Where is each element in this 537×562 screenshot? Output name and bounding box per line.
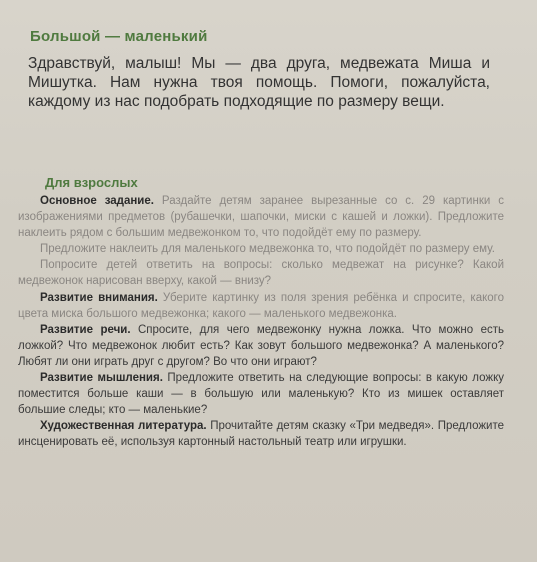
text-literature: Прочитайте детям сказку «Три медведя». Предложите инсценировать её, используя картонный настольный театр или игрушки.	[18, 420, 504, 449]
paragraph-questions	[18, 257, 504, 289]
adults-section-heading: Для взрослых	[45, 175, 138, 190]
page-title: Большой — маленький	[30, 28, 208, 45]
paragraph-literature	[18, 418, 504, 450]
text-questions: Попросите детей ответить на вопросы: сколько медвежат на рисунке? Какой медвежонок нарисован вверху, какой — внизу?	[18, 259, 504, 288]
label-literature: Художественная литература.	[40, 420, 207, 433]
paragraph-speech	[18, 322, 504, 370]
label-speech: Развитие речи.	[40, 323, 131, 336]
adults-instructions	[18, 193, 504, 451]
label-main-task: Основное задание.	[40, 195, 154, 207]
intro-text: Здравствуй, малыш! Мы — два друга, медвежата Миша и Мишутка. Нам нужна твоя помощь. Помоги, пожалуйста, каждому из нас подобрать подходящие по размеру вещи.	[28, 55, 490, 110]
paragraph-attention	[18, 290, 504, 322]
label-attention: Развитие внимания.	[40, 291, 158, 304]
text-attention: Уберите картинку из поля зрения ребёнка и спросите, какого цвета миска большого медвежонка; какого — маленького медвежонка.	[18, 291, 504, 320]
label-thinking: Развитие мышления.	[40, 372, 163, 385]
text-thinking: Предложите ответить на следующие вопросы: в какую ложку поместится больше каши — в большую или маленькую? Кто из мишек оставляет большие следы; кто — маленькие?	[18, 372, 504, 417]
paragraph-small-bear	[18, 241, 504, 257]
paragraph-thinking	[18, 370, 504, 418]
paragraph-main-task	[18, 193, 504, 241]
text-small-bear: Предложите наклеить для маленького медвежонка то, что подойдёт по размеру ему.	[40, 243, 495, 256]
text-main-task: Раздайте детям заранее вырезанные со с. 29 картинки с изображениями предметов (рубашечки, шапочки, миски с кашей и ложки). Предложите наклеить рядом с большим медвежонком то, что подойдёт ему по размеру.	[18, 195, 504, 240]
text-speech: Спросите, для чего медвежонку нужна ложка. Что можно есть ложкой? Что медвежонок любит есть? Как зовут большого медвежонка? А маленького? Любят ли они играть друг с другом? Во что они играют?	[18, 323, 504, 368]
